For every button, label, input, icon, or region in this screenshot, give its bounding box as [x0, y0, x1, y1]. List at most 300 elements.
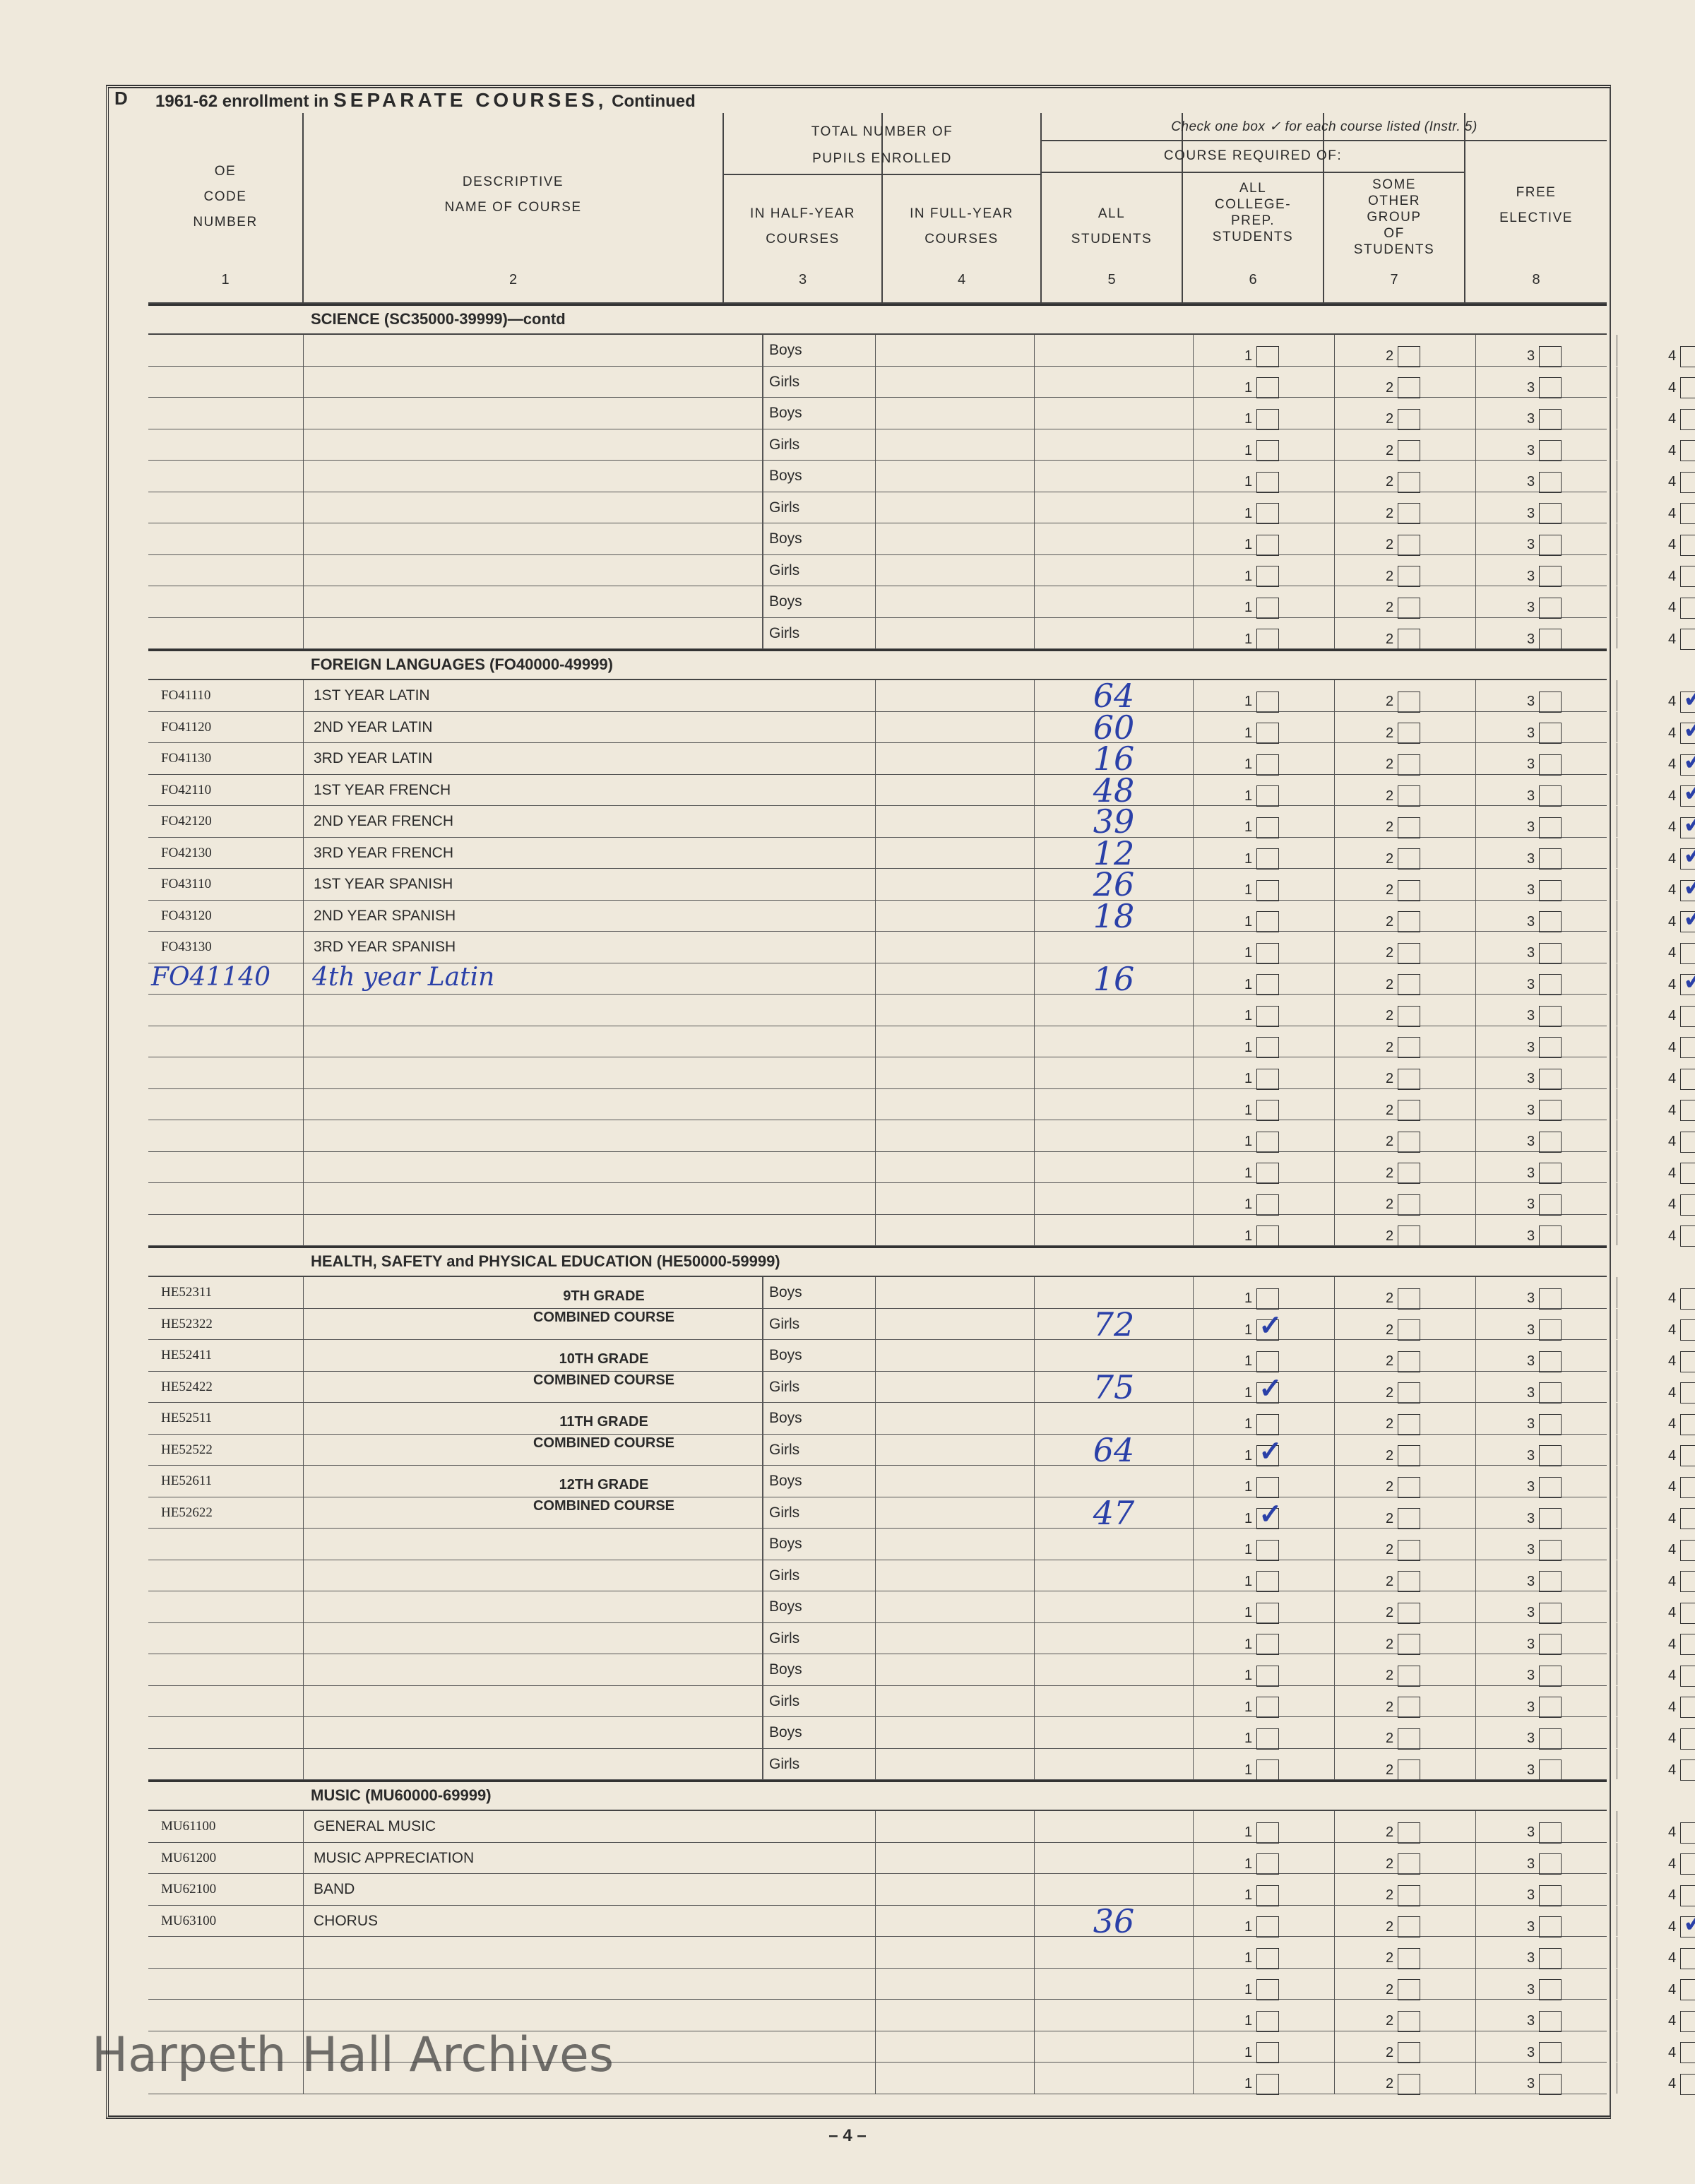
code-cell[interactable]: HE52411 [148, 1340, 304, 1371]
full-year-cell[interactable]: 47 [1035, 1497, 1194, 1529]
checkbox-square[interactable] [1256, 1697, 1279, 1718]
checkbox-square[interactable] [1539, 1288, 1562, 1310]
full-year-cell[interactable] [1035, 1277, 1194, 1308]
checkbox-square[interactable] [1680, 911, 1695, 932]
full-year-cell[interactable] [1035, 586, 1194, 617]
checkbox-square[interactable] [1398, 440, 1420, 461]
checkbox-square[interactable] [1539, 1194, 1562, 1216]
checkbox-square[interactable] [1539, 754, 1562, 776]
checkbox-square[interactable] [1256, 1445, 1279, 1466]
name-cell[interactable] [304, 618, 763, 649]
half-year-cell[interactable] [876, 586, 1035, 617]
half-year-cell[interactable] [876, 1215, 1035, 1246]
full-year-cell[interactable] [1035, 1529, 1194, 1560]
full-year-cell[interactable]: 64 [1035, 1435, 1194, 1466]
full-year-cell[interactable] [1035, 1026, 1194, 1057]
code-cell[interactable] [148, 1120, 304, 1151]
code-cell[interactable] [148, 2000, 304, 2031]
checkbox-square[interactable] [1398, 1194, 1420, 1216]
code-cell[interactable] [148, 1654, 304, 1685]
half-year-cell[interactable] [876, 2000, 1035, 2031]
checkbox-square[interactable] [1539, 377, 1562, 398]
full-year-cell[interactable] [1035, 429, 1194, 461]
full-year-cell[interactable] [1035, 618, 1194, 649]
half-year-cell[interactable] [876, 1717, 1035, 1748]
checkbox-square[interactable] [1256, 880, 1279, 901]
checkbox-square[interactable] [1680, 1006, 1695, 1027]
checkbox-square[interactable] [1398, 1571, 1420, 1592]
checkbox-square[interactable] [1256, 1634, 1279, 1655]
code-cell[interactable]: FO42110 [148, 775, 304, 806]
name-cell[interactable] [304, 555, 763, 586]
checkbox-square[interactable] [1539, 1069, 1562, 1090]
checkbox-square[interactable] [1680, 880, 1695, 901]
half-year-cell[interactable] [876, 1749, 1035, 1780]
checkbox-square[interactable] [1539, 1414, 1562, 1435]
code-cell[interactable]: FO43120 [148, 901, 304, 932]
checkbox-square[interactable] [1680, 1822, 1695, 1844]
half-year-cell[interactable] [876, 555, 1035, 586]
checkbox-square[interactable] [1680, 943, 1695, 964]
checkbox-4[interactable] [1668, 1755, 1695, 1786]
checkbox-square[interactable] [1398, 346, 1420, 367]
half-year-cell[interactable] [876, 1497, 1035, 1529]
checkbox-square[interactable] [1398, 723, 1420, 744]
checkbox-square[interactable] [1398, 566, 1420, 587]
checkbox-square[interactable] [1539, 1006, 1562, 1027]
full-year-cell[interactable] [1035, 1340, 1194, 1371]
half-year-cell[interactable] [876, 1811, 1035, 1842]
checkbox-square[interactable] [1539, 785, 1562, 807]
full-year-cell[interactable] [1035, 2000, 1194, 2031]
half-year-cell[interactable] [876, 775, 1035, 806]
name-cell[interactable]: 2ND YEAR LATIN [304, 712, 876, 743]
full-year-cell[interactable] [1035, 2063, 1194, 2094]
checkbox-square[interactable] [1539, 1697, 1562, 1718]
checkbox-square[interactable] [1398, 1666, 1420, 1687]
checkbox-square[interactable] [1256, 1822, 1279, 1844]
name-cell[interactable] [304, 1026, 876, 1057]
name-cell[interactable]: 2ND YEAR SPANISH [304, 901, 876, 932]
checkbox-square[interactable] [1398, 1603, 1420, 1624]
checkbox-square[interactable] [1256, 2011, 1279, 2032]
checkbox-square[interactable] [1680, 409, 1695, 430]
code-cell[interactable]: FO42120 [148, 806, 304, 837]
full-year-cell[interactable] [1035, 398, 1194, 429]
checkbox-square[interactable] [1680, 754, 1695, 776]
name-cell[interactable] [304, 1969, 876, 2000]
checkbox-square[interactable] [1398, 692, 1420, 713]
checkbox-square[interactable] [1539, 1822, 1562, 1844]
half-year-cell[interactable] [876, 680, 1035, 711]
half-year-cell[interactable] [876, 1435, 1035, 1466]
checkbox-square[interactable] [1256, 1225, 1279, 1247]
code-cell[interactable] [148, 995, 304, 1026]
checkbox-square[interactable] [1256, 1414, 1279, 1435]
code-cell[interactable] [148, 1529, 304, 1560]
full-year-cell[interactable] [1035, 1811, 1194, 1842]
name-cell[interactable] [304, 963, 876, 995]
checkbox-square[interactable] [1680, 1697, 1695, 1718]
code-cell[interactable]: FO43110 [148, 869, 304, 900]
half-year-cell[interactable] [876, 1057, 1035, 1088]
checkbox-square[interactable] [1680, 1414, 1695, 1435]
name-cell[interactable]: BAND [304, 1874, 876, 1905]
checkbox-square[interactable] [1398, 1319, 1420, 1341]
code-cell[interactable] [148, 555, 304, 586]
name-cell[interactable] [304, 1215, 876, 1246]
name-cell[interactable]: 1ST YEAR SPANISH [304, 869, 876, 900]
full-year-cell[interactable] [1035, 995, 1194, 1026]
checkbox-square[interactable] [1539, 2011, 1562, 2032]
checkbox-square[interactable] [1398, 377, 1420, 398]
checkbox-square[interactable] [1398, 2011, 1420, 2032]
checkbox-square[interactable] [1256, 1319, 1279, 1341]
code-cell[interactable]: HE52622 [148, 1497, 304, 1529]
checkbox-square[interactable] [1256, 1759, 1279, 1781]
half-year-cell[interactable] [876, 1874, 1035, 1905]
checkbox-square[interactable] [1680, 692, 1695, 713]
checkbox-square[interactable] [1680, 1508, 1695, 1529]
name-cell[interactable] [304, 492, 763, 523]
checkbox-square[interactable] [1256, 1351, 1279, 1372]
name-cell[interactable]: MUSIC APPRECIATION [304, 1843, 876, 1874]
checkbox-square[interactable] [1398, 911, 1420, 932]
checkbox-square[interactable] [1256, 1540, 1279, 1561]
code-cell[interactable]: FO41120 [148, 712, 304, 743]
checkbox-square[interactable] [1539, 1948, 1562, 1969]
checkbox-square[interactable] [1256, 785, 1279, 807]
checkbox-square[interactable] [1680, 472, 1695, 493]
checkbox-square[interactable] [1398, 1069, 1420, 1090]
checkbox-square[interactable] [1256, 1508, 1279, 1529]
full-year-cell[interactable] [1035, 1215, 1194, 1246]
full-year-cell[interactable] [1035, 932, 1194, 963]
checkbox-square[interactable] [1680, 440, 1695, 461]
checkbox-square[interactable] [1256, 1853, 1279, 1875]
checkbox-square[interactable] [1256, 503, 1279, 524]
checkbox-square[interactable] [1539, 598, 1562, 619]
full-year-cell[interactable] [1035, 1937, 1194, 1968]
full-year-cell[interactable]: 72 [1035, 1309, 1194, 1340]
checkbox-square[interactable] [1398, 1382, 1420, 1403]
checkbox-square[interactable] [1539, 1634, 1562, 1655]
half-year-cell[interactable] [876, 335, 1035, 366]
half-year-cell[interactable] [876, 712, 1035, 743]
code-cell[interactable] [148, 618, 304, 649]
code-cell[interactable] [148, 1152, 304, 1183]
checkbox-square[interactable] [1680, 1948, 1695, 1969]
checkbox-square[interactable] [1398, 598, 1420, 619]
code-cell[interactable]: HE52311 [148, 1277, 304, 1308]
full-year-cell[interactable] [1035, 1183, 1194, 1214]
checkbox-square[interactable] [1398, 2042, 1420, 2063]
checkbox-square[interactable] [1398, 1508, 1420, 1529]
checkbox-square[interactable] [1539, 566, 1562, 587]
checkbox-square[interactable] [1256, 692, 1279, 713]
checkbox-square[interactable] [1680, 1163, 1695, 1184]
code-cell[interactable] [148, 1089, 304, 1120]
half-year-cell[interactable] [876, 869, 1035, 900]
half-year-cell[interactable] [876, 901, 1035, 932]
full-year-cell[interactable] [1035, 1466, 1194, 1497]
checkbox-square[interactable] [1398, 848, 1420, 870]
checkbox-square[interactable] [1539, 911, 1562, 932]
checkbox-square[interactable] [1398, 943, 1420, 964]
checkbox-square[interactable] [1398, 1414, 1420, 1435]
half-year-cell[interactable] [876, 1089, 1035, 1120]
code-cell[interactable]: HE52511 [148, 1403, 304, 1434]
name-cell[interactable]: 3RD YEAR FRENCH [304, 838, 876, 869]
checkbox-square[interactable] [1680, 1037, 1695, 1058]
checkbox-square[interactable] [1680, 346, 1695, 367]
checkbox-square[interactable] [1398, 409, 1420, 430]
full-year-cell[interactable] [1035, 1089, 1194, 1120]
half-year-cell[interactable] [876, 963, 1035, 995]
half-year-cell[interactable] [876, 932, 1035, 963]
checkbox-square[interactable] [1256, 1728, 1279, 1750]
checkbox-square[interactable] [1539, 1351, 1562, 1372]
checkbox-square[interactable] [1539, 409, 1562, 430]
code-cell[interactable]: FO42130 [148, 838, 304, 869]
checkbox-square[interactable] [1680, 785, 1695, 807]
checkbox-square[interactable] [1256, 1916, 1279, 1937]
checkbox-square[interactable] [1680, 1069, 1695, 1090]
half-year-cell[interactable] [876, 2063, 1035, 2094]
checkbox-square[interactable] [1398, 1948, 1420, 1969]
name-cell[interactable] [304, 1654, 763, 1685]
name-cell[interactable] [304, 1152, 876, 1183]
checkbox-square[interactable] [1680, 1603, 1695, 1624]
code-cell[interactable] [148, 1937, 304, 1968]
full-year-cell[interactable] [1035, 1717, 1194, 1748]
checkbox-square[interactable] [1539, 629, 1562, 650]
checkbox-4[interactable] [1668, 2068, 1695, 2099]
code-cell[interactable] [148, 461, 304, 492]
name-cell[interactable] [304, 1183, 876, 1214]
code-cell[interactable]: HE52322 [148, 1309, 304, 1340]
full-year-cell[interactable] [1035, 461, 1194, 492]
half-year-cell[interactable] [876, 743, 1035, 774]
name-cell[interactable] [304, 1089, 876, 1120]
checkbox-square[interactable] [1256, 1571, 1279, 1592]
checkbox-square[interactable] [1680, 1225, 1695, 1247]
checkbox-square[interactable] [1398, 785, 1420, 807]
checkbox-square[interactable] [1539, 1759, 1562, 1781]
code-cell[interactable] [148, 1057, 304, 1088]
checkbox-square[interactable] [1398, 1916, 1420, 1937]
code-cell[interactable] [148, 1717, 304, 1748]
code-cell[interactable] [148, 523, 304, 554]
checkbox-square[interactable] [1539, 1603, 1562, 1624]
checkbox-square[interactable] [1680, 1445, 1695, 1466]
checkbox-square[interactable] [1539, 1037, 1562, 1058]
code-cell[interactable] [148, 492, 304, 523]
code-cell[interactable] [148, 586, 304, 617]
checkbox-square[interactable] [1539, 1163, 1562, 1184]
name-cell[interactable] [304, 1686, 763, 1717]
checkbox-square[interactable] [1680, 1351, 1695, 1372]
checkbox-square[interactable] [1256, 566, 1279, 587]
code-cell[interactable]: MU63100 [148, 1906, 304, 1937]
name-cell[interactable] [304, 398, 763, 429]
half-year-cell[interactable] [876, 806, 1035, 837]
checkbox-square[interactable] [1256, 377, 1279, 398]
checkbox-square[interactable] [1680, 1666, 1695, 1687]
full-year-cell[interactable] [1035, 1843, 1194, 1874]
code-cell[interactable]: HE52611 [148, 1466, 304, 1497]
code-cell[interactable] [148, 335, 304, 366]
checkbox-square[interactable] [1539, 723, 1562, 744]
full-year-cell[interactable]: 16 [1035, 963, 1194, 995]
name-cell[interactable] [304, 461, 763, 492]
checkbox-square[interactable] [1680, 974, 1695, 995]
full-year-cell[interactable] [1035, 1654, 1194, 1685]
checkbox-square[interactable] [1539, 535, 1562, 556]
checkbox-square[interactable] [1256, 1885, 1279, 1906]
checkbox-square[interactable] [1256, 943, 1279, 964]
checkbox-square[interactable] [1539, 503, 1562, 524]
name-cell[interactable]: 3RD YEAR LATIN [304, 743, 876, 774]
checkbox-square[interactable] [1539, 1853, 1562, 1875]
half-year-cell[interactable] [876, 1937, 1035, 1968]
full-year-cell[interactable] [1035, 1874, 1194, 1905]
checkbox-square[interactable] [1256, 472, 1279, 493]
checkbox-square[interactable] [1398, 535, 1420, 556]
checkbox-4[interactable] [1668, 1221, 1695, 1252]
name-cell[interactable]: 1ST YEAR FRENCH [304, 775, 876, 806]
checkbox-square[interactable] [1539, 1885, 1562, 1906]
checkbox-square[interactable] [1256, 1006, 1279, 1027]
checkbox-square[interactable] [1539, 1382, 1562, 1403]
full-year-cell[interactable]: 36 [1035, 1906, 1194, 1937]
name-cell[interactable]: CHORUS [304, 1906, 876, 1937]
checkbox-square[interactable] [1256, 754, 1279, 776]
half-year-cell[interactable] [876, 1372, 1035, 1403]
full-year-cell[interactable] [1035, 1749, 1194, 1780]
checkbox-4[interactable] [1668, 624, 1695, 655]
code-cell[interactable] [148, 1560, 304, 1591]
half-year-cell[interactable] [876, 1183, 1035, 1214]
code-cell[interactable] [148, 1591, 304, 1622]
checkbox-square[interactable] [1539, 440, 1562, 461]
checkbox-square[interactable] [1680, 1319, 1695, 1341]
checkbox-square[interactable] [1680, 817, 1695, 838]
checkbox-square[interactable] [1256, 598, 1279, 619]
checkbox-square[interactable] [1256, 440, 1279, 461]
checkbox-square[interactable] [1398, 1037, 1420, 1058]
half-year-cell[interactable] [876, 2031, 1035, 2063]
checkbox-square[interactable] [1398, 1979, 1420, 2000]
checkbox-square[interactable] [1398, 880, 1420, 901]
checkbox-square[interactable] [1256, 1069, 1279, 1090]
checkbox-square[interactable] [1539, 1477, 1562, 1498]
name-cell[interactable] [304, 2000, 876, 2031]
checkbox-square[interactable] [1398, 1006, 1420, 1027]
code-cell[interactable]: MU61200 [148, 1843, 304, 1874]
half-year-cell[interactable] [876, 1969, 1035, 2000]
checkbox-square[interactable] [1256, 409, 1279, 430]
checkbox-square[interactable] [1539, 1132, 1562, 1153]
checkbox-square[interactable] [1256, 629, 1279, 650]
checkbox-square[interactable] [1398, 754, 1420, 776]
checkbox-square[interactable] [1680, 2042, 1695, 2063]
checkbox-square[interactable] [1680, 2074, 1695, 2095]
checkbox-square[interactable] [1680, 1100, 1695, 1121]
name-cell[interactable] [304, 523, 763, 554]
checkbox-square[interactable] [1539, 346, 1562, 367]
checkbox-square[interactable] [1539, 943, 1562, 964]
full-year-cell[interactable] [1035, 1120, 1194, 1151]
checkbox-square[interactable] [1256, 1100, 1279, 1121]
full-year-cell[interactable] [1035, 2031, 1194, 2063]
checkbox-square[interactable] [1539, 1979, 1562, 2000]
checkbox-square[interactable] [1398, 1225, 1420, 1247]
full-year-cell[interactable] [1035, 1591, 1194, 1622]
checkbox-square[interactable] [1539, 880, 1562, 901]
checkbox-square[interactable] [1256, 2074, 1279, 2095]
checkbox-square[interactable] [1256, 1288, 1279, 1310]
checkbox-square[interactable] [1539, 1916, 1562, 1937]
checkbox-square[interactable] [1256, 723, 1279, 744]
full-year-cell[interactable] [1035, 1152, 1194, 1183]
full-year-cell[interactable] [1035, 1969, 1194, 2000]
checkbox-square[interactable] [1398, 974, 1420, 995]
checkbox-square[interactable] [1539, 472, 1562, 493]
checkbox-square[interactable] [1680, 1853, 1695, 1875]
checkbox-square[interactable] [1398, 1445, 1420, 1466]
checkbox-3[interactable] [1527, 2068, 1562, 2099]
checkbox-square[interactable] [1539, 817, 1562, 838]
checkbox-square[interactable] [1256, 535, 1279, 556]
code-cell[interactable] [148, 1623, 304, 1654]
name-cell[interactable] [304, 1717, 763, 1748]
checkbox-square[interactable] [1398, 503, 1420, 524]
name-cell[interactable] [304, 367, 763, 398]
name-cell[interactable] [304, 995, 876, 1026]
name-cell[interactable]: GENERAL MUSIC [304, 1811, 876, 1842]
checkbox-square[interactable] [1398, 1351, 1420, 1372]
checkbox-square[interactable] [1398, 1288, 1420, 1310]
name-cell[interactable] [304, 429, 763, 461]
checkbox-square[interactable] [1398, 2074, 1420, 2095]
checkbox-square[interactable] [1539, 1571, 1562, 1592]
full-year-cell[interactable] [1035, 492, 1194, 523]
half-year-cell[interactable] [876, 1686, 1035, 1717]
checkbox-square[interactable] [1680, 598, 1695, 619]
full-year-cell[interactable]: 39 [1035, 806, 1194, 837]
half-year-cell[interactable] [876, 367, 1035, 398]
checkbox-square[interactable] [1398, 1477, 1420, 1498]
checkbox-square[interactable] [1256, 2042, 1279, 2063]
checkbox-square[interactable] [1398, 817, 1420, 838]
checkbox-square[interactable] [1256, 1163, 1279, 1184]
checkbox-square[interactable] [1680, 1728, 1695, 1750]
half-year-cell[interactable] [876, 838, 1035, 869]
checkbox-square[interactable] [1398, 1634, 1420, 1655]
checkbox-square[interactable] [1398, 1100, 1420, 1121]
checkbox-square[interactable] [1539, 974, 1562, 995]
half-year-cell[interactable] [876, 1529, 1035, 1560]
code-cell[interactable] [148, 1183, 304, 1214]
checkbox-square[interactable] [1680, 1194, 1695, 1216]
name-cell[interactable] [304, 335, 763, 366]
half-year-cell[interactable] [876, 1403, 1035, 1434]
name-cell[interactable] [304, 1560, 763, 1591]
checkbox-square[interactable] [1398, 1163, 1420, 1184]
checkbox-square[interactable] [1680, 1885, 1695, 1906]
full-year-cell[interactable]: 64 [1035, 680, 1194, 711]
